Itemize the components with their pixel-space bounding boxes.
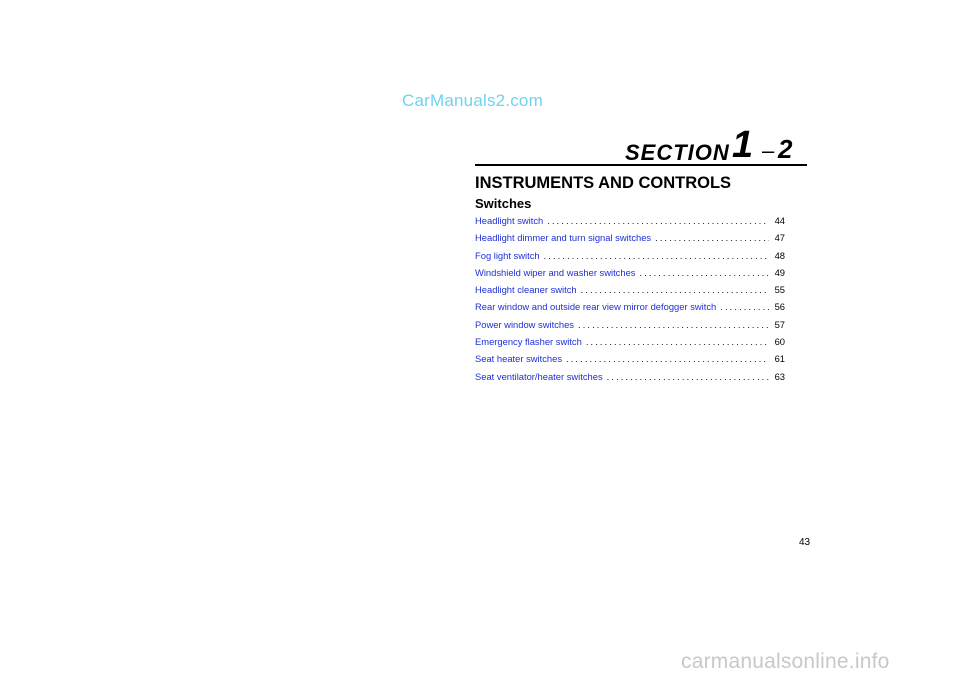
watermark-carmanuals2: CarManuals2.com [402, 91, 543, 110]
toc-leader-dots [607, 372, 769, 382]
toc-leader-dots [720, 302, 769, 312]
toc-leader-dots [586, 337, 769, 347]
page-number: 43 [799, 537, 811, 548]
toc-link-seat-ventilator-heater[interactable]: Seat ventilator/heater switches [475, 370, 603, 382]
section-subnumber: 2 [778, 134, 793, 164]
toc-leader-dots [566, 354, 769, 364]
toc-page-number: 55 [774, 284, 785, 296]
page-title: INSTRUMENTS AND CONTROLS [475, 174, 732, 192]
toc-item[interactable] [475, 371, 785, 388]
toc-link-defogger-switch[interactable]: Rear window and outside rear view mirror defogger switch [475, 301, 717, 313]
toc-page-number: 49 [774, 266, 785, 278]
toc-leader-dots [640, 268, 770, 278]
toc-page-number: 48 [774, 249, 785, 261]
subsection-title: Switches [475, 196, 532, 211]
toc-link-headlight-cleaner[interactable]: Headlight cleaner switch [475, 284, 577, 296]
toc-leader-dots [544, 251, 769, 261]
toc-link-wiper-washer[interactable]: Windshield wiper and washer switches [475, 266, 636, 278]
section-header [475, 124, 807, 166]
toc-link-seat-heater[interactable]: Seat heater switches [475, 353, 563, 365]
toc-page-number: 57 [774, 318, 785, 330]
toc-link-emergency-flasher[interactable]: Emergency flasher switch [475, 336, 582, 348]
watermark-carmanualsonline: carmanualsonline.info [681, 650, 890, 673]
toc-item[interactable] [475, 319, 785, 336]
toc-leader-dots [581, 285, 769, 295]
table-of-contents [475, 215, 785, 388]
toc-item[interactable] [475, 232, 785, 249]
toc-link-power-window[interactable]: Power window switches [475, 318, 574, 330]
toc-link-fog-light-switch[interactable]: Fog light switch [475, 249, 540, 261]
toc-item[interactable] [475, 267, 785, 284]
toc-page-number: 60 [774, 336, 785, 348]
toc-page-number: 56 [774, 301, 785, 313]
toc-page-number: 63 [774, 370, 785, 382]
toc-item[interactable] [475, 284, 785, 301]
toc-item[interactable] [475, 353, 785, 370]
toc-page-number: 61 [774, 353, 785, 365]
toc-item[interactable] [475, 215, 785, 232]
section-number: 1 [732, 124, 754, 166]
toc-page-number: 47 [774, 232, 785, 244]
toc-link-headlight-dimmer[interactable]: Headlight dimmer and turn signal switches [475, 232, 652, 244]
toc-item[interactable] [475, 250, 785, 267]
toc-leader-dots [655, 233, 769, 243]
toc-link-headlight-switch[interactable]: Headlight switch [475, 215, 544, 226]
toc-leader-dots [578, 320, 769, 330]
toc-leader-dots [547, 216, 769, 226]
section-dash: – [762, 138, 775, 163]
section-label: SECTION [625, 140, 730, 165]
toc-page-number: 44 [774, 215, 785, 226]
toc-item[interactable] [475, 336, 785, 353]
toc-item[interactable] [475, 301, 785, 318]
